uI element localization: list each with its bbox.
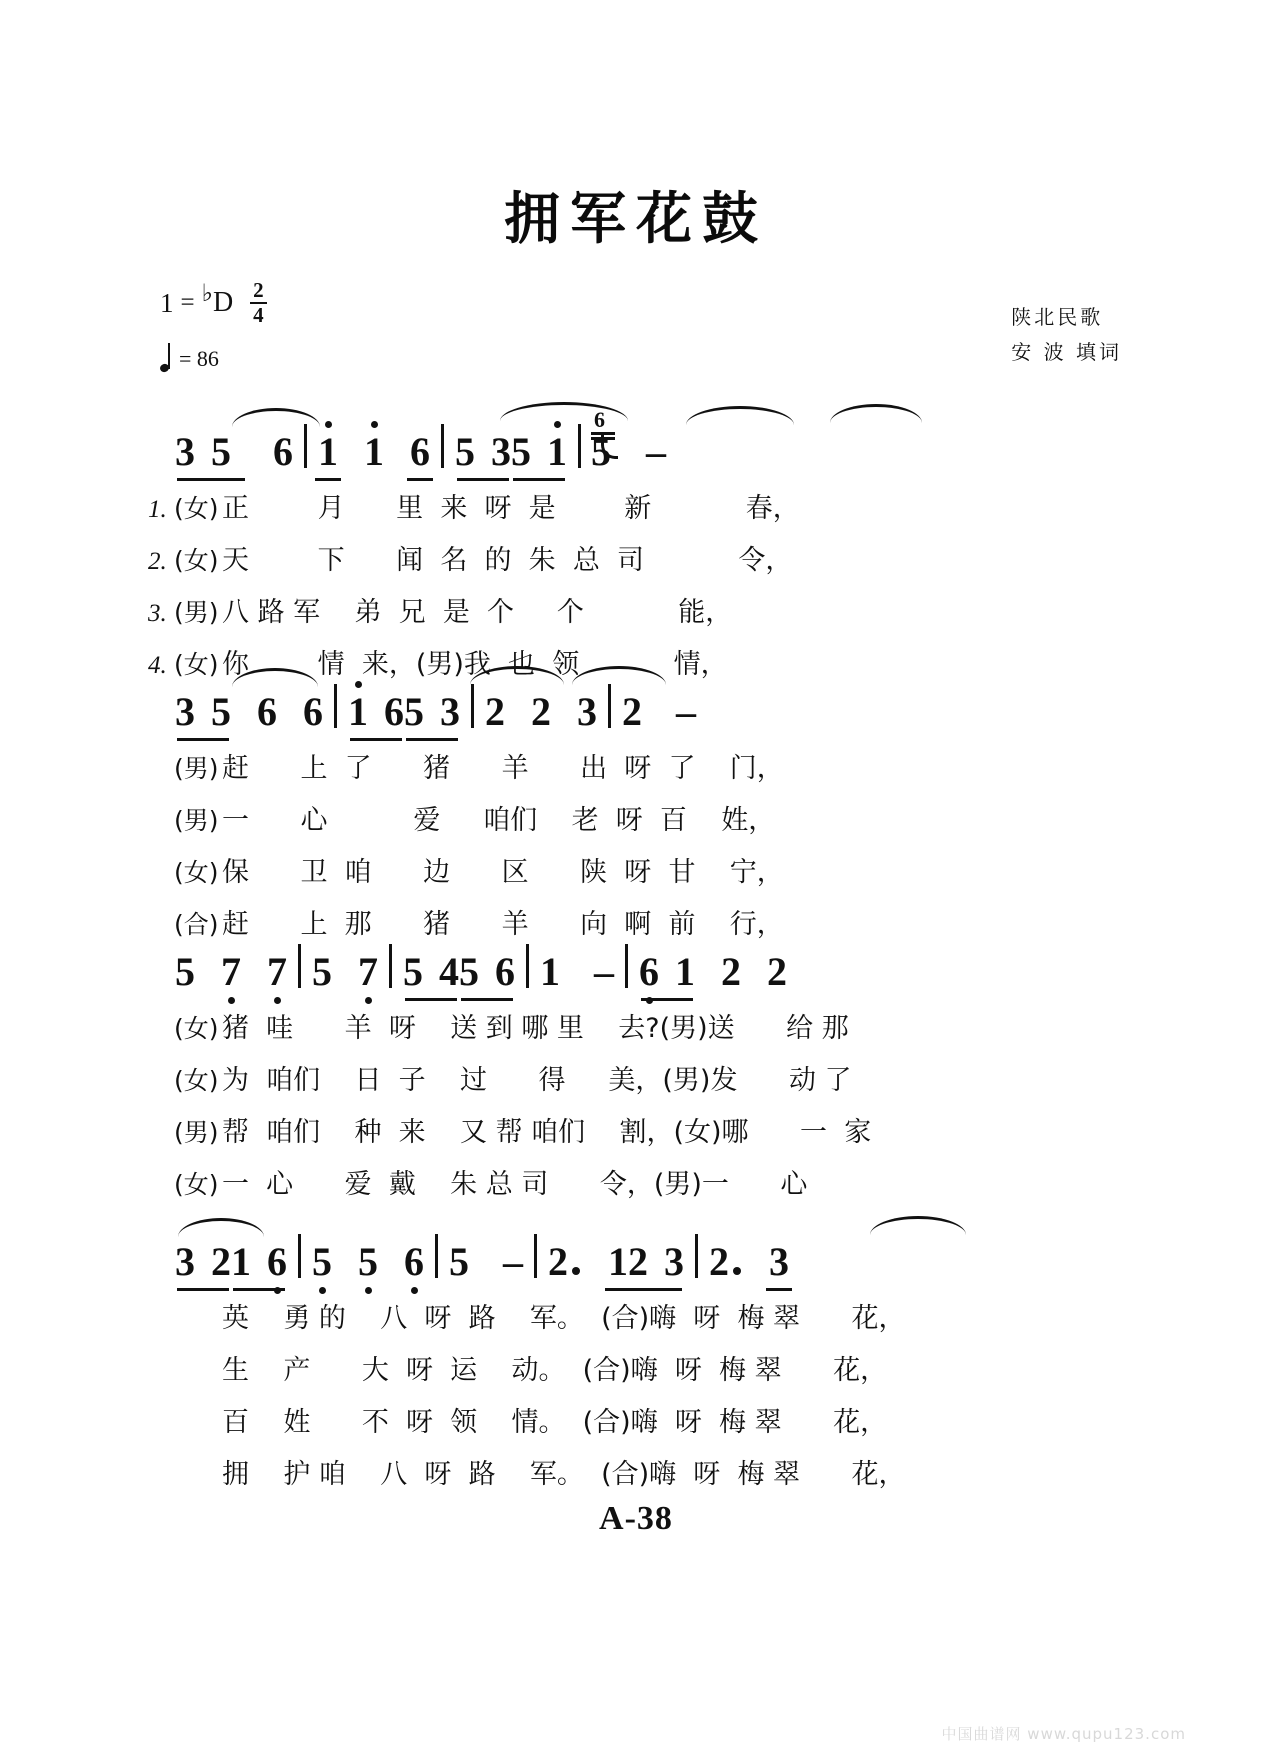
barline [608,684,611,728]
tempo-marking [160,342,480,372]
lyric-verse-number: 1. [148,496,167,523]
credit-lyricist: 安 波 填词 [1011,340,1122,364]
beam-group [175,429,247,474]
lyric-line [148,1162,1162,1214]
note: 6 [257,689,277,734]
barline [298,1234,301,1278]
lyric-role-label: (女) [174,546,219,575]
barline [304,424,307,468]
measure [540,949,614,994]
note-extension-dash: – [676,689,696,734]
lyric-text: 为 咱们 日 子 过 得 美，(男)发 动 了 [222,1065,852,1096]
note-extension-dash: – [594,949,614,994]
grace-note-number: 6 [594,407,605,432]
lyric-text: 赶 上 那 猪 羊 向 啊 前 行， [222,909,784,940]
lyric-role-label: (女) [174,1014,219,1043]
lyric-line [148,486,1162,538]
measure [318,429,430,474]
score-block [0,1210,1272,1504]
note: 2 [485,689,505,734]
note: 2 [622,689,642,734]
note: 1 [608,1239,628,1284]
beam-group [175,689,231,734]
lyric-text: 一 心 爱 戴 朱 总 司 令，(男)一 心 [222,1169,808,1200]
note: 5 [358,1239,378,1284]
note: 5 [175,949,195,994]
slur-arc [830,404,922,423]
note: 7 [358,949,378,994]
key-name: D [212,287,234,318]
measure [455,429,567,474]
note: 6 [384,689,404,734]
notation-row [0,400,1272,472]
measure [449,1239,523,1284]
lyric-role-label: (女) [174,858,219,887]
note: 1 [675,949,695,994]
slur-arc [686,406,794,425]
beam-group [628,1239,684,1284]
key-degree: 1 [160,287,174,318]
lyric-text: 百 姓 不 呀 领 情。 (合)嗨 呀 梅 翠 花， [222,1407,888,1438]
note: 5 [211,689,231,734]
beam-group [455,429,511,474]
beam-group [639,949,695,994]
lyric-line [148,1006,1162,1058]
lyric-role-label: (男) [174,598,219,627]
lyric-text: 帮 咱们 种 来 又 帮 咱们 割，(女)哪 一 家 [222,1117,872,1148]
barline [526,944,529,988]
barline [471,684,474,728]
note: 1 [364,429,384,474]
lyric-text: 正 月 里 来 呀 是 新 春， [222,493,800,524]
barline [695,1234,698,1278]
lyric-text: 天 下 闻 名 的 朱 总 司 令， [222,545,793,576]
note: 6 5 [592,432,612,472]
measure [312,949,378,994]
measure [622,689,696,734]
lyric-line [148,1058,1162,1110]
note: 1 [231,1239,251,1284]
lyric-text: 你 情 来，(男)我 也 领 情， [222,649,728,680]
barline [534,1234,537,1278]
lyrics-group [0,1006,1272,1214]
note: 3 [175,689,195,734]
lyric-line [148,590,1162,642]
slur-arc [572,666,666,685]
site-watermark [942,1723,1186,1744]
lyric-role-label: (女) [174,650,219,679]
notation-row [0,1210,1272,1282]
slur-arc [232,668,318,687]
lyric-text: 生 产 大 呀 运 动。 (合)嗨 呀 梅 翠 花， [222,1355,888,1386]
key-equals: = [180,289,195,316]
measure [175,949,287,994]
score-block [0,660,1272,954]
lyric-line [148,1296,1162,1348]
beam-group [511,429,567,474]
slur-arc [500,402,628,421]
slur-arc [870,1216,966,1235]
note: 6 [303,689,323,734]
beam-group [459,949,515,994]
note: 3 [769,1239,789,1284]
lyric-role-label: (女) [174,1066,219,1095]
page-title: 拥军花鼓 [504,187,768,252]
note: 1 [348,689,368,734]
note: 5 [511,429,531,474]
barline [625,944,628,988]
quarter-note-icon [160,342,173,372]
lyric-line [148,798,1162,850]
score-header-meta [160,280,480,372]
lyric-verse-number: 4. [148,652,167,679]
measure [485,689,597,734]
note: 2 [628,1239,648,1284]
lyric-line [148,850,1162,902]
lyric-text: 英 勇 的 八 呀 路 军。 (合)嗨 呀 梅 翠 花， [222,1303,906,1334]
note: 5 [211,429,231,474]
note: 1 [318,429,338,474]
tempo-value: = 86 [179,346,219,371]
note: 3 [175,1239,195,1284]
time-numerator: 2 [250,280,267,304]
barline [334,684,337,728]
note: 3 [440,689,460,734]
lyrics-group [0,1296,1272,1504]
note: 2 [709,1239,729,1284]
flat-icon: ♭ [201,281,213,307]
slur-arc [232,408,320,427]
lyric-text: 拥 护 咱 八 呀 路 军。 (合)嗨 呀 梅 翠 花， [222,1459,906,1490]
note: 3 [577,689,597,734]
notation-row [0,920,1272,992]
measure [548,1239,684,1284]
page-number: A-38 [599,1500,673,1537]
note: 5 [312,949,332,994]
lyric-role-label: (男) [174,754,219,783]
key-signature [160,280,480,326]
lyric-text: 一 心 爱 咱们 老 呀 百 姓， [222,805,776,836]
lyric-text: 八 路 军 弟 兄 是 个 个 能， [222,597,733,628]
measure [709,1239,789,1284]
score-block [0,920,1272,1214]
note: 1 [547,429,567,474]
lyric-text: 猪 哇 羊 呀 送 到 哪 里 去?(男)送 给 那 [222,1013,849,1044]
lyric-line [148,746,1162,798]
note: 6 [267,1239,287,1284]
measure [175,1239,287,1284]
augmentation-dot [733,1267,741,1275]
beam-group [231,1239,287,1284]
time-signature [250,280,267,326]
note: 4 [439,949,459,994]
note: 2 [721,949,741,994]
note: 6 [273,429,293,474]
beam-group [404,689,460,734]
note: 3 [491,429,511,474]
note: 3 [664,1239,684,1284]
note: 5 [459,949,479,994]
lyric-role-label: (女) [174,494,219,523]
note: 7 [267,949,287,994]
barline [441,424,444,468]
note: 5 [455,429,475,474]
note: 2 [548,1239,568,1284]
lyric-line [148,1452,1162,1504]
note: 3 [175,429,195,474]
augmentation-dot [572,1267,580,1275]
note: 6 [410,429,430,474]
barline [435,1234,438,1278]
measure [403,949,515,994]
measure [312,1239,424,1284]
note: 7 [221,949,241,994]
barline [578,424,581,468]
slur-arc [178,1218,264,1237]
note: 5 [404,689,424,734]
lyric-verse-number: 2. [148,548,167,575]
credits [1011,300,1122,370]
note: 2 [767,949,787,994]
time-denominator: 4 [253,303,264,327]
note: 1 [540,949,560,994]
note: 5 [312,1239,332,1284]
lyric-text: 保 卫 咱 边 区 陕 呀 甘 宁， [222,857,784,888]
watermark-text: 中国曲谱网 www.qupu123.com [941,1725,1186,1743]
note: 6 [639,949,659,994]
measure [639,949,787,994]
note-extension-dash: – [646,429,666,474]
measure [348,689,460,734]
beam-group [348,689,404,734]
beam-group [175,1239,231,1284]
note: 5 [449,1239,469,1284]
slur-arc [470,666,564,685]
lyric-text: 赶 上 了 猪 羊 出 呀 了 门， [222,753,784,784]
lyric-verse-number: 3. [148,600,167,627]
note: 6 [495,949,515,994]
lyric-role-label: (男) [174,1118,219,1147]
score-block [0,400,1272,694]
notation-row [0,660,1272,732]
measure [591,407,666,474]
note: 5 [403,949,423,994]
lyric-line [148,1400,1162,1452]
barline [298,944,301,988]
lyric-role-label: (男) [174,806,219,835]
lyric-line [148,1110,1162,1162]
lyric-line [148,538,1162,590]
note: 6 [404,1239,424,1284]
measure [175,429,293,474]
beam-group [403,949,459,994]
lyric-role-label: (女) [174,1170,219,1199]
note: 2 [211,1239,231,1284]
measure [175,689,323,734]
lyric-role-label: (合) [174,910,219,939]
credit-source: 陕北民歌 [1011,305,1104,329]
lyric-line [148,1348,1162,1400]
note-extension-dash: – [503,1239,523,1284]
note: 2 [531,689,551,734]
barline [389,944,392,988]
